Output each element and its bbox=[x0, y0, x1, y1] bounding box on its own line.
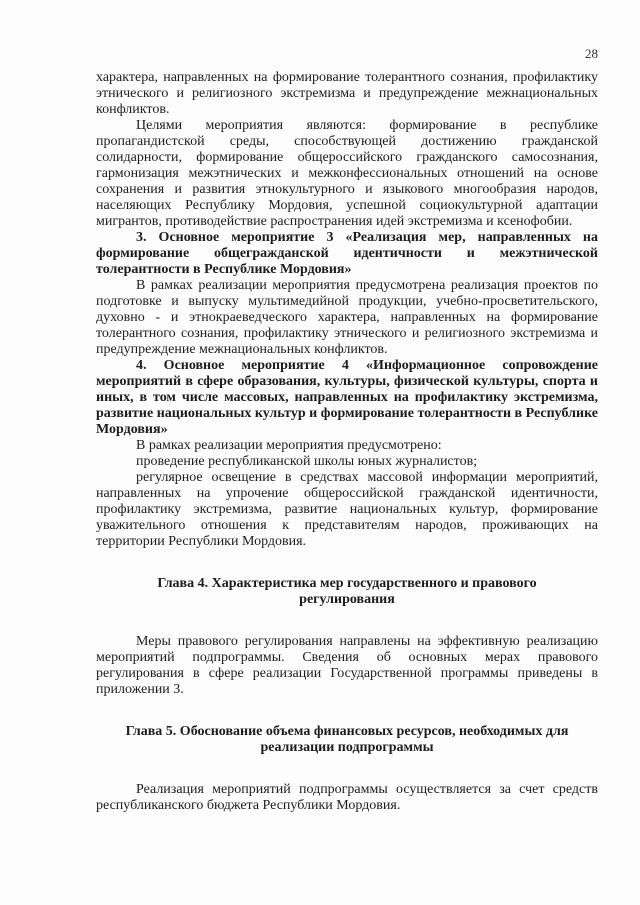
list-item: регулярное освещение в средствах массовой информации мероприятий, направленных на упрочение общероссийской гражданской идентичности, профилактику экстремизма, развитие национальных культур, формирование уважительного отношения к представителям народов, проживающих на территории Республики Мордовия. bbox=[96, 470, 598, 549]
section-heading-4: 4. Основное мероприятие 4 «Информационное сопровождение мероприятий в сфере образования, культуры, физической культуры, спорта и иных, в том числе массовых, направленных на профилактику экстремизма, развитие национальных культур и формирование толерантности в Республике Мордовия» bbox=[96, 358, 598, 437]
section-heading-3: 3. Основное мероприятие 3 «Реализация мер, направленных на формирование общегражданской идентичности и межэтнической толерантности в Республике Мордовия» bbox=[96, 230, 598, 277]
paragraph: характера, направленных на формирование толерантного сознания, профилактику этнического и религиозного экстремизма и предупреждение межнациональных конфликтов. bbox=[96, 70, 598, 117]
document-body bbox=[96, 70, 598, 814]
paragraph: Целями мероприятия являются: формирование в республике пропагандистской среды, способствующей достижению гражданской солидарности, формирование общероссийского гражданского самосознания, гармонизация межэтнических и межконфессиональных отношений на основе сохранения и развития этнокультурного и языкового многообразия народов, населяющих Республику Мордовия, успешной социокультурной адаптации мигрантов, противодействие распространения идей экстремизма и ксенофобии. bbox=[96, 118, 598, 229]
paragraph: Реализация мероприятий подпрограммы осуществляется за счет средств республиканского бюджета Республики Мордовия. bbox=[96, 782, 598, 813]
paragraph: Меры правового регулирования направлены на эффективную реализацию мероприятий подпрограммы. Сведения об основных мерах правового регулирования в сфере реализации Государственной программы приведены в приложении 3. bbox=[96, 634, 598, 697]
page-number: 28 bbox=[585, 46, 598, 61]
paragraph: В рамках реализации мероприятия предусмотрена реализация проектов по подготовке и выпуску мультимедийной продукции, учебно-просветительского, духовно - и этнокраеведческого характера, направленных на формирование толерантного сознания, профилактику этнического и религиозного экстремизма и предупреждение межнациональных конфликтов. bbox=[96, 278, 598, 357]
list-item: проведение республиканской школы юных журналистов; bbox=[136, 454, 478, 469]
chapter-heading-5: Глава 5. Обоснование объема финансовых ресурсов, необходимых для реализации подпрограммы bbox=[125, 724, 569, 755]
chapter-heading-4: Глава 4. Характеристика мер государственного и правового регулирования bbox=[157, 576, 537, 607]
paragraph: В рамках реализации мероприятия предусмотрено: bbox=[136, 438, 442, 453]
